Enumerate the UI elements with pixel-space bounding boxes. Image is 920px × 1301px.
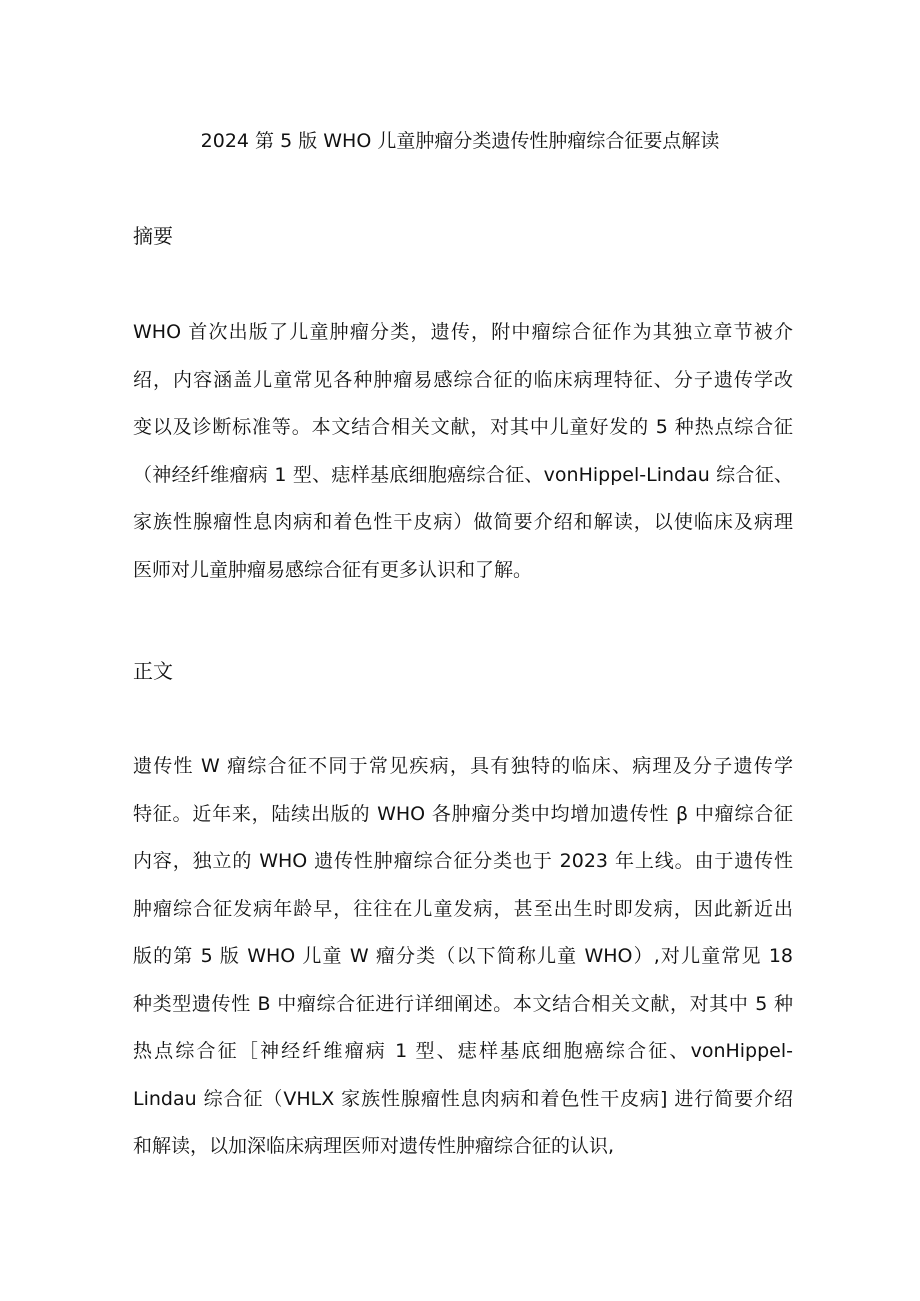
- abstract-line: 家族性腺瘤性息肉病和着色性干皮病）做简要介绍和解读，以使临床及病理: [133, 511, 793, 533]
- document-title: 2024 第 5 版 WHO 儿童肿瘤分类遗传性肿瘤综合征要点解读: [200, 130, 720, 152]
- abstract-line: （神经纤维瘤病 1 型、痣样基底细胞癌综合征、vonHippel-Lindau 综合征、: [133, 463, 793, 486]
- body-line: 内容，独立的 WHO 遗传性肿瘤综合征分类也于 2023 年上线。由于遗传性: [133, 850, 793, 872]
- body-line: 特征。近年来，陆续出版的 WHO 各肿瘤分类中均增加遗传性 β 中瘤综合征: [133, 802, 793, 825]
- abstract-line: 变以及诊断标准等。本文结合相关文献，对其中儿童好发的 5 种热点综合征: [133, 416, 793, 438]
- body-line: 遗传性 W 瘤综合征不同于常见疾病，具有独特的临床、病理及分子遗传学: [133, 755, 793, 777]
- abstract-line: 绍，内容涵盖儿童常见各种肿瘤易感综合征的临床病理特征、分子遗传学改: [133, 368, 793, 391]
- body-heading: 正文: [133, 659, 173, 683]
- abstract-line: 医师对儿童肿瘤易感综合征有更多认识和了解。: [133, 558, 533, 581]
- abstract-paragraph: [133, 309, 793, 594]
- body-line: 和解读，以加深临床病理医师对遗传性肿瘤综合征的认识,: [133, 1135, 615, 1157]
- abstract-line: WHO 首次出版了儿童肿瘤分类，遗传，附中瘤综合征作为其独立章节被介: [133, 321, 793, 343]
- body-line: 热点综合征［神经纤维瘤病 1 型、痣样基底细胞癌综合征、vonHippel-: [133, 1040, 793, 1062]
- body-line: 版的第 5 版 WHO 儿童 W 瘤分类（以下简称儿童 WHO）,对儿童常见 18: [133, 945, 793, 967]
- body-line: 种类型遗传性 B 中瘤综合征进行详细阐述。本文结合相关文献，对其中 5 种: [133, 992, 793, 1015]
- body-line: Lindau 综合征（VHLX 家族性腺瘤性息肉病和着色性干皮病] 进行简要介绍: [133, 1087, 793, 1110]
- body-line: 肿瘤综合征发病年龄早，往往在儿童发病，甚至出生时即发病，因此新近出: [133, 897, 793, 920]
- abstract-heading: 摘要: [133, 224, 173, 248]
- body-paragraph: [133, 743, 793, 1171]
